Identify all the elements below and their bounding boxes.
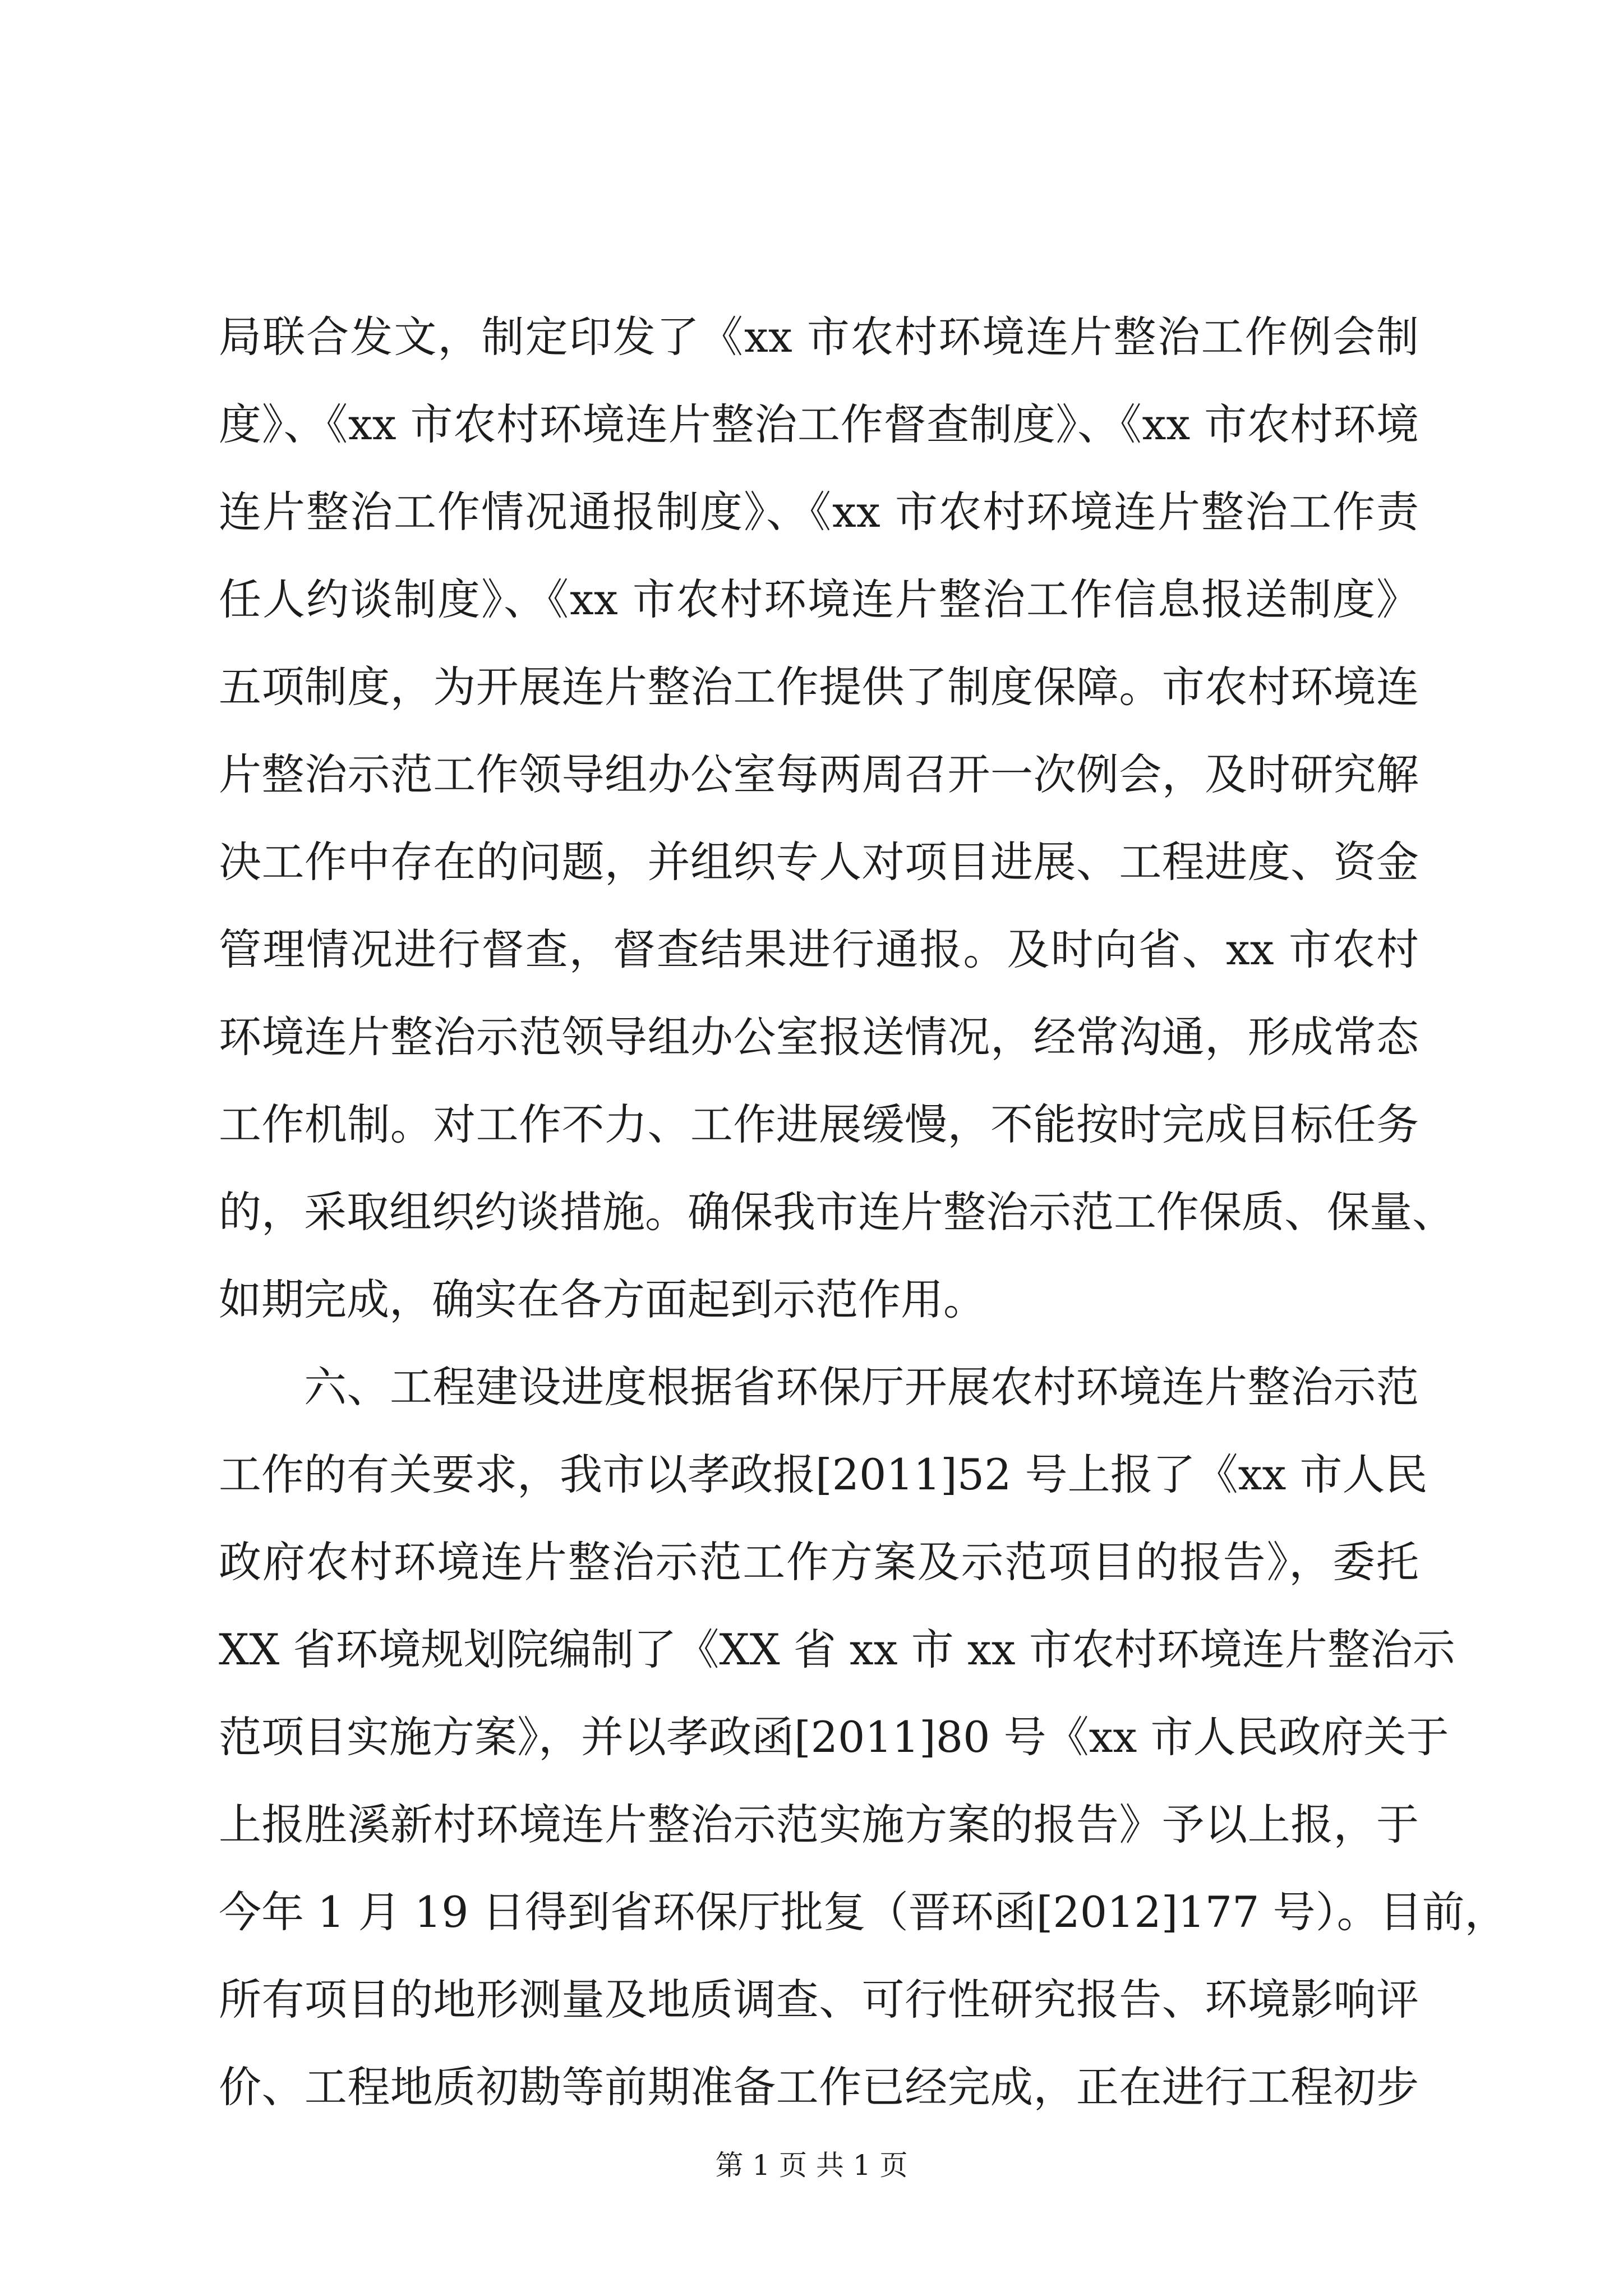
paragraph-first-line: 六、工程建设进度根据省环保厅开展农村环境连片整治示范 bbox=[304, 1362, 1419, 1412]
body-text-line: 政府农村环境连片整治示范工作方案及示范项目的报告》，委托 bbox=[219, 1537, 1419, 1587]
body-text-line: 工作机制。对工作不力、工作进展缓慢，不能按时完成目标任务 bbox=[219, 1099, 1419, 1149]
body-text-line: 所有项目的地形测量及地质调查、可行性研究报告、环境影响评 bbox=[219, 1975, 1419, 2024]
body-text-line: 局联合发文，制定印发了《xx 市农村环境连片整治工作例会制 bbox=[219, 312, 1419, 362]
page-footer: 第 1 页 共 1 页 bbox=[715, 2149, 908, 2182]
body-text-line: 如期完成，确实在各方面起到示范作用。 bbox=[219, 1274, 986, 1324]
body-text-line: XX 省环境规划院编制了《XX 省 xx 市 xx 市农村环境连片整治示 bbox=[219, 1625, 1455, 1674]
body-text-line: 范项目实施方案》，并以孝政函[2011]80 号《xx 市人民政府关于 bbox=[219, 1712, 1449, 1762]
body-text-line: 工作的有关要求，我市以孝政报[2011]52 号上报了《xx 市人民 bbox=[219, 1450, 1428, 1499]
body-text-line: 的，采取组织约谈措施。确保我市连片整治示范工作保质、保量、 bbox=[219, 1187, 1455, 1237]
body-text-line: 管理情况进行督查，督查结果进行通报。及时向省、xx 市农村 bbox=[219, 924, 1419, 974]
body-text-line: 度》、《xx 市农村环境连片整治工作督查制度》、《xx 市农村环境 bbox=[219, 399, 1419, 449]
body-text-line: 环境连片整治示范领导组办公室报送情况，经常沟通，形成常态 bbox=[219, 1012, 1419, 1062]
body-text-line: 上报胜溪新村环境连片整治示范实施方案的报告》予以上报，于 bbox=[219, 1800, 1419, 1849]
body-text-line: 片整治示范工作领导组办公室每两周召开一次例会，及时研究解 bbox=[219, 749, 1419, 799]
body-text-line: 决工作中存在的问题，并组织专人对项目进展、工程进度、资金 bbox=[219, 837, 1419, 887]
body-text-line: 任人约谈制度》、《xx 市农村环境连片整治工作信息报送制度》 bbox=[219, 574, 1419, 624]
body-text-line: 价、工程地质初勘等前期准备工作已经完成，正在进行工程初步 bbox=[219, 2062, 1419, 2112]
body-text-line: 今年 1 月 19 日得到省环保厅批复（晋环函[2012]177 号）。目前， bbox=[219, 1887, 1507, 1937]
body-text-line: 五项制度，为开展连片整治工作提供了制度保障。市农村环境连 bbox=[219, 662, 1419, 712]
body-text-line: 连片整治工作情况通报制度》、《xx 市农村环境连片整治工作责 bbox=[219, 487, 1419, 537]
